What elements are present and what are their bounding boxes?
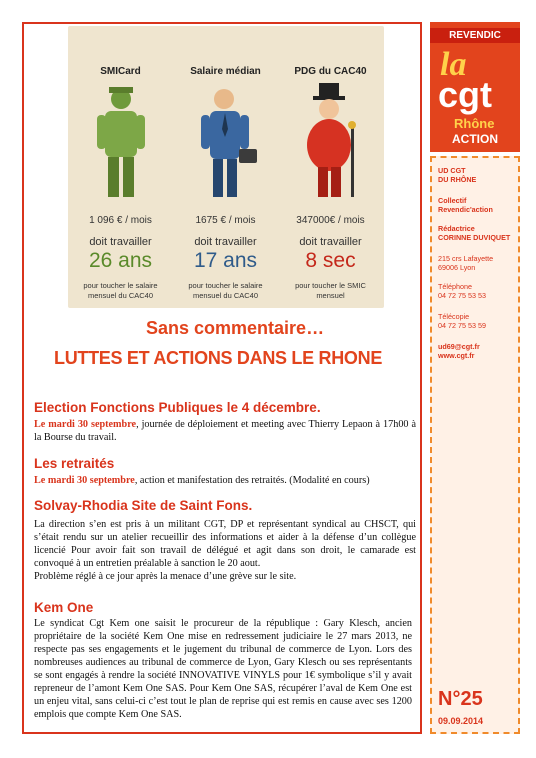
section-body: Le syndicat Cgt Kem one saisit le procureur de la république : Gary Klesch, ancien propriétaire de la société Kem One mise en redressement judiciaire le 27 mars 2013, ne respecte pas ses engagements et le jugement du tribunal de commerce de Lyon. Lors des nombreuses audiences au tribunal de commerce de Lyon, Gary Klesch ou ses représentants se sont engagés à rendre la société INNOVATIVE VINYLS pour 1€ symbolique s’il y avait repreneur de l’amont Kem One SAS. Pour Kem One SAS, récupérer l’aval de Kem One est un enjeu vital, sans celui-ci c’est tout le plan de reprise qui est remis en cause avec ses 1200 emplois que compte Kem One SAS.: [34, 618, 412, 720]
section-lead: Le mardi 30 septembre: [34, 475, 135, 486]
section-text: [34, 418, 416, 444]
column-amount: 347000€ / mois: [296, 215, 365, 226]
column-amount: 1 096 € / mois: [89, 215, 152, 226]
section-title: Election Fonctions Publiques le 4 décembre.: [34, 400, 321, 415]
column-time: 8 sec: [305, 249, 356, 272]
column-note: pour toucher le salaire mensuel du CAC40: [83, 281, 158, 300]
logo-rhone: Rhône: [454, 116, 495, 131]
worker-figure-icon: [68, 83, 173, 205]
ud-label-2: DU RHÔNE: [438, 175, 477, 184]
column-doit: doit travailler: [194, 236, 257, 248]
logo-action: ACTION: [452, 132, 498, 146]
column-time: 26 ans: [88, 249, 153, 272]
section-lead: Le mardi 30 septembre: [34, 419, 137, 430]
fax-label: Télécopie: [438, 312, 470, 321]
office-worker-icon: [173, 83, 278, 205]
redactrice-name: CORINNE DUVIQUET: [438, 233, 511, 242]
section-body-2: Problème réglé à ce jour après la menace d’une grève sur le site.: [34, 571, 297, 582]
logo-revendic: REVENDIC: [430, 28, 520, 43]
column-name: SMICard: [100, 66, 141, 77]
fax-value: 04 72 75 53 59: [438, 321, 486, 330]
section-text: [34, 617, 412, 721]
column-time: 17 ans: [193, 249, 258, 272]
cgt-logo: [430, 22, 520, 152]
headline-sans-commentaire: Sans commentaire…: [146, 318, 325, 338]
column-doit: doit travailler: [299, 236, 362, 248]
column-amount: 1675 € / mois: [195, 215, 256, 226]
section-text: [34, 518, 416, 583]
column-smicard: [68, 26, 173, 308]
section-title: Les retraités: [34, 456, 115, 471]
telephone-label: Téléphone: [438, 282, 472, 291]
email-link[interactable]: ud69@cgt.fr: [438, 342, 480, 351]
issue-date: 09.09.2014: [438, 716, 484, 726]
section-title: Solvay-Rhodia Site de Saint Fons.: [34, 498, 253, 513]
telephone-value: 04 72 75 53 53: [438, 291, 486, 300]
collectif-label: Collectif: [438, 196, 467, 205]
sidebar: [430, 22, 520, 734]
logo-cgt: cgt: [438, 74, 492, 115]
website-link[interactable]: www.cgt.fr: [438, 351, 475, 360]
column-note: pour toucher le SMIC mensuel: [295, 281, 366, 300]
address-line-2: 69006 Lyon: [438, 263, 476, 272]
address-line-1: 215 crs Lafayette: [438, 254, 494, 263]
ud-label: UD CGT: [438, 166, 466, 175]
column-note: pour toucher le salaire mensuel du CAC40: [188, 281, 263, 300]
section-title: Kem One: [34, 600, 94, 615]
section-text: [34, 474, 416, 487]
column-name: PDG du CAC40: [294, 66, 367, 77]
salary-infographic: [68, 26, 384, 308]
headline-luttes: LUTTES ET ACTIONS DANS LE RHONE: [54, 348, 383, 368]
logo-la: la: [440, 46, 467, 83]
column-doit: doit travailler: [89, 236, 152, 248]
rich-ceo-icon: [278, 83, 383, 205]
sidebar-info-box: [430, 156, 520, 734]
issue-number: N°25: [438, 688, 483, 710]
column-name: Salaire médian: [190, 66, 261, 77]
section-body: , action et manifestation des retraités. (Modalité en cours): [134, 475, 370, 486]
redactrice-label: Rédactrice: [438, 224, 475, 233]
collectif-name: Revendic'action: [438, 205, 493, 214]
section-body: La direction s’en est pris à un militant CGT, DP et représentant syndical au CHSCT, qui s’était rendu sur un atelier recueillir des informations et aider à la défense d’un collègue licencié Pour avoir fait son travail de délégué et agit dans son droit, le camarade est convoqué à un entretien préalable à sanction le 20 aout.: [34, 519, 416, 569]
section-body: , journée de déploiement et meeting avec Thierry Lepaon à 17h00 à la Bourse du travail.: [34, 419, 416, 443]
column-median: [173, 26, 278, 308]
column-pdg: [278, 26, 383, 308]
